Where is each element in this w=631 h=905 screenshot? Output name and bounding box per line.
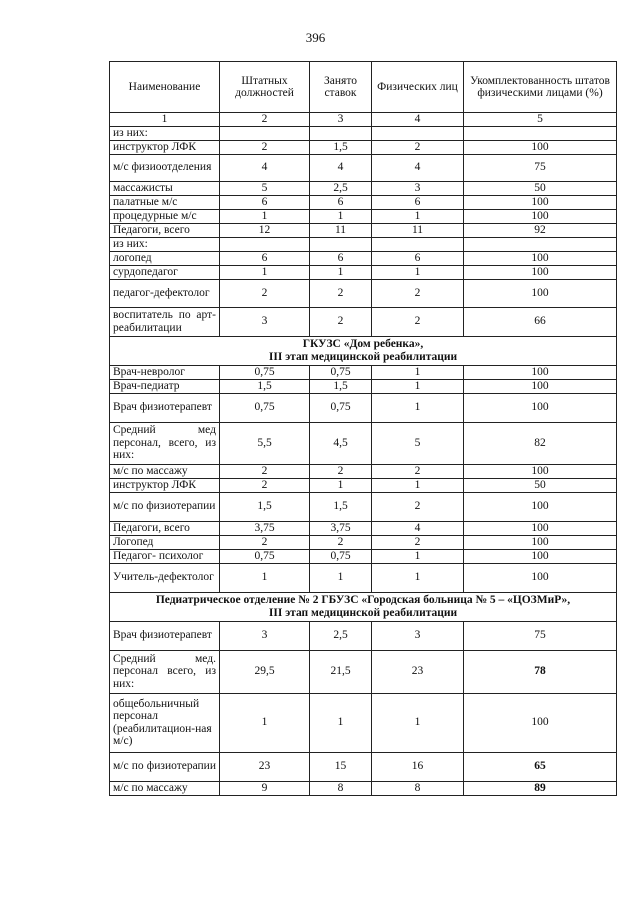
column-index: 4 xyxy=(372,113,464,127)
staffing-percent-cell: 100 xyxy=(464,492,617,521)
occupied-cell: 11 xyxy=(310,223,372,237)
positions-cell: 9 xyxy=(220,781,310,795)
row-name: массажисты xyxy=(110,181,220,195)
occupied-cell: 1,5 xyxy=(310,140,372,154)
column-index: 3 xyxy=(310,113,372,127)
row-name: Врач-педиатр xyxy=(110,379,220,393)
row-name: м/с по массажу xyxy=(110,464,220,478)
table-row xyxy=(110,265,617,279)
table-row xyxy=(110,478,617,492)
staffing-percent-cell: 50 xyxy=(464,181,617,195)
persons-cell: 2 xyxy=(372,279,464,307)
persons-cell: 11 xyxy=(372,223,464,237)
persons-cell: 2 xyxy=(372,492,464,521)
staffing-percent-cell: 100 xyxy=(464,464,617,478)
section-title-line1: Педиатрическое отделение № 2 ГБУЗС «Городская больница № 5 – «ЦОЗМиР», xyxy=(155,594,571,606)
staffing-table xyxy=(109,61,617,796)
persons-cell: 23 xyxy=(372,650,464,693)
persons-cell: 1 xyxy=(372,563,464,592)
persons-cell xyxy=(372,126,464,140)
row-name: из них: xyxy=(110,237,220,251)
row-name: педагог-дефектолог xyxy=(110,279,220,307)
row-name: Учитель-дефектолог xyxy=(110,563,220,592)
positions-cell: 6 xyxy=(220,195,310,209)
column-index: 2 xyxy=(220,113,310,127)
row-name: Педагоги, всего xyxy=(110,223,220,237)
persons-cell: 1 xyxy=(372,265,464,279)
row-name: из них: xyxy=(110,126,220,140)
persons-cell: 1 xyxy=(372,393,464,422)
row-name: Врач-невролог xyxy=(110,365,220,379)
table-row xyxy=(110,140,617,154)
occupied-cell: 2 xyxy=(310,279,372,307)
section-title xyxy=(110,592,617,621)
row-name: м/с по физиотерапии xyxy=(110,492,220,521)
persons-cell: 6 xyxy=(372,195,464,209)
staffing-percent-cell: 100 xyxy=(464,251,617,265)
occupied-cell: 1,5 xyxy=(310,379,372,393)
row-name: м/с по физиотерапии xyxy=(110,752,220,781)
positions-cell: 29,5 xyxy=(220,650,310,693)
table-row xyxy=(110,492,617,521)
occupied-cell: 1 xyxy=(310,693,372,752)
table-row xyxy=(110,154,617,181)
persons-cell: 1 xyxy=(372,693,464,752)
positions-cell: 2 xyxy=(220,535,310,549)
section-row xyxy=(110,592,617,621)
table-row xyxy=(110,422,617,464)
persons-cell: 6 xyxy=(372,251,464,265)
occupied-cell: 3,75 xyxy=(310,521,372,535)
occupied-cell: 2,5 xyxy=(310,181,372,195)
staffing-percent-cell: 100 xyxy=(464,521,617,535)
persons-cell xyxy=(372,237,464,251)
column-index: 5 xyxy=(464,113,617,127)
staffing-percent-cell: 100 xyxy=(464,365,617,379)
persons-cell: 2 xyxy=(372,140,464,154)
occupied-cell: 2,5 xyxy=(310,621,372,650)
table-row xyxy=(110,237,617,251)
positions-cell: 1 xyxy=(220,209,310,223)
table-row xyxy=(110,223,617,237)
occupied-cell: 1 xyxy=(310,478,372,492)
column-index-row xyxy=(110,113,617,127)
table-row xyxy=(110,464,617,478)
staffing-percent-cell: 100 xyxy=(464,140,617,154)
table-row xyxy=(110,563,617,592)
staffing-percent-cell: 100 xyxy=(464,563,617,592)
positions-cell: 5 xyxy=(220,181,310,195)
table-row xyxy=(110,307,617,336)
table-row xyxy=(110,393,617,422)
header-staffing-percent: Укомплектованность штатов физическими лицами (%) xyxy=(464,62,617,113)
positions-cell: 6 xyxy=(220,251,310,265)
occupied-cell: 1,5 xyxy=(310,492,372,521)
staffing-percent-cell: 100 xyxy=(464,279,617,307)
staffing-percent-cell: 100 xyxy=(464,209,617,223)
staffing-percent-cell: 75 xyxy=(464,154,617,181)
staffing-percent-cell: 89 xyxy=(464,781,617,795)
table-row xyxy=(110,279,617,307)
occupied-cell: 8 xyxy=(310,781,372,795)
positions-cell: 2 xyxy=(220,140,310,154)
occupied-cell: 15 xyxy=(310,752,372,781)
staffing-percent-cell: 100 xyxy=(464,393,617,422)
persons-cell: 4 xyxy=(372,154,464,181)
positions-cell: 0,75 xyxy=(220,393,310,422)
occupied-cell xyxy=(310,126,372,140)
staffing-percent-cell: 75 xyxy=(464,621,617,650)
staffing-percent-cell: 100 xyxy=(464,535,617,549)
staffing-percent-cell: 100 xyxy=(464,693,617,752)
persons-cell: 5 xyxy=(372,422,464,464)
table-row xyxy=(110,693,617,752)
header-name: Наименование xyxy=(110,62,220,113)
row-name: инструктор ЛФК xyxy=(110,478,220,492)
staffing-percent-cell: 78 xyxy=(464,650,617,693)
table-row xyxy=(110,521,617,535)
staffing-percent-cell: 92 xyxy=(464,223,617,237)
header-positions: Штатных должностей xyxy=(220,62,310,113)
positions-cell: 1 xyxy=(220,265,310,279)
staffing-percent-cell: 65 xyxy=(464,752,617,781)
persons-cell: 2 xyxy=(372,464,464,478)
table-row xyxy=(110,365,617,379)
persons-cell: 2 xyxy=(372,535,464,549)
staffing-percent-cell: 100 xyxy=(464,265,617,279)
staffing-percent-cell: 50 xyxy=(464,478,617,492)
section-row xyxy=(110,336,617,365)
table-row xyxy=(110,379,617,393)
table-row xyxy=(110,251,617,265)
occupied-cell: 2 xyxy=(310,307,372,336)
table-row xyxy=(110,126,617,140)
section-title-line2: III этап медицинской реабилитации xyxy=(268,350,458,363)
occupied-cell: 21,5 xyxy=(310,650,372,693)
positions-cell: 5,5 xyxy=(220,422,310,464)
occupied-cell: 1 xyxy=(310,265,372,279)
occupied-cell xyxy=(310,237,372,251)
occupied-cell: 0,75 xyxy=(310,393,372,422)
positions-cell: 23 xyxy=(220,752,310,781)
table-row xyxy=(110,181,617,195)
table-row xyxy=(110,621,617,650)
positions-cell: 1,5 xyxy=(220,379,310,393)
row-name: Педагог- психолог xyxy=(110,549,220,563)
section-title-line2: III этап медицинской реабилитации xyxy=(268,606,458,619)
persons-cell: 1 xyxy=(372,365,464,379)
row-name: Средний мед. персонал всего, из них: xyxy=(110,650,220,693)
row-name: Средний мед персонал, всего, из них: xyxy=(110,422,220,464)
row-name: логопед xyxy=(110,251,220,265)
row-name: Логопед xyxy=(110,535,220,549)
occupied-cell: 0,75 xyxy=(310,549,372,563)
positions-cell: 3,75 xyxy=(220,521,310,535)
table-row xyxy=(110,535,617,549)
header-row xyxy=(110,62,617,113)
staffing-percent-cell xyxy=(464,126,617,140)
staffing-percent-cell: 82 xyxy=(464,422,617,464)
table-row xyxy=(110,209,617,223)
occupied-cell: 6 xyxy=(310,195,372,209)
occupied-cell: 0,75 xyxy=(310,365,372,379)
section-title-line1: ГКУЗС «Дом ребенка», xyxy=(302,338,424,350)
positions-cell: 12 xyxy=(220,223,310,237)
positions-cell: 1 xyxy=(220,563,310,592)
section-title xyxy=(110,336,617,365)
persons-cell: 1 xyxy=(372,478,464,492)
staffing-percent-cell: 66 xyxy=(464,307,617,336)
row-name: воспитатель по арт-реабилитации xyxy=(110,307,220,336)
occupied-cell: 2 xyxy=(310,535,372,549)
positions-cell: 2 xyxy=(220,464,310,478)
row-name: палатные м/с xyxy=(110,195,220,209)
occupied-cell: 2 xyxy=(310,464,372,478)
persons-cell: 1 xyxy=(372,549,464,563)
staffing-percent-cell: 100 xyxy=(464,195,617,209)
row-name: м/с по массажу xyxy=(110,781,220,795)
occupied-cell: 6 xyxy=(310,251,372,265)
table-header xyxy=(110,62,617,127)
positions-cell: 3 xyxy=(220,621,310,650)
table-row xyxy=(110,650,617,693)
positions-cell: 2 xyxy=(220,279,310,307)
positions-cell: 4 xyxy=(220,154,310,181)
column-index: 1 xyxy=(110,113,220,127)
page-number: 396 xyxy=(305,30,326,45)
header-persons: Физических лиц xyxy=(372,62,464,113)
occupied-cell: 1 xyxy=(310,209,372,223)
persons-cell: 1 xyxy=(372,379,464,393)
row-name: Врач физиотерапевт xyxy=(110,393,220,422)
row-name: Врач физиотерапевт xyxy=(110,621,220,650)
persons-cell: 3 xyxy=(372,621,464,650)
table-row xyxy=(110,549,617,563)
staffing-percent-cell: 100 xyxy=(464,549,617,563)
row-name: инструктор ЛФК xyxy=(110,140,220,154)
table-row xyxy=(110,195,617,209)
positions-cell: 3 xyxy=(220,307,310,336)
positions-cell xyxy=(220,237,310,251)
positions-cell: 2 xyxy=(220,478,310,492)
table-body xyxy=(110,126,617,795)
positions-cell: 0,75 xyxy=(220,549,310,563)
row-name: сурдопедагог xyxy=(110,265,220,279)
persons-cell: 1 xyxy=(372,209,464,223)
positions-cell: 1 xyxy=(220,693,310,752)
table-row xyxy=(110,752,617,781)
occupied-cell: 1 xyxy=(310,563,372,592)
persons-cell: 2 xyxy=(372,307,464,336)
staffing-percent-cell: 100 xyxy=(464,379,617,393)
positions-cell: 0,75 xyxy=(220,365,310,379)
persons-cell: 16 xyxy=(372,752,464,781)
occupied-cell: 4,5 xyxy=(310,422,372,464)
table-row xyxy=(110,781,617,795)
row-name: общебольничный персонал (реабилитацион-ная м/с) xyxy=(110,693,220,752)
staffing-percent-cell xyxy=(464,237,617,251)
positions-cell: 1,5 xyxy=(220,492,310,521)
persons-cell: 3 xyxy=(372,181,464,195)
row-name: Педагоги, всего xyxy=(110,521,220,535)
row-name: процедурные м/с xyxy=(110,209,220,223)
row-name: м/с физиоотделения xyxy=(110,154,220,181)
positions-cell xyxy=(220,126,310,140)
occupied-cell: 4 xyxy=(310,154,372,181)
header-occupied: Занято ставок xyxy=(310,62,372,113)
persons-cell: 8 xyxy=(372,781,464,795)
persons-cell: 4 xyxy=(372,521,464,535)
